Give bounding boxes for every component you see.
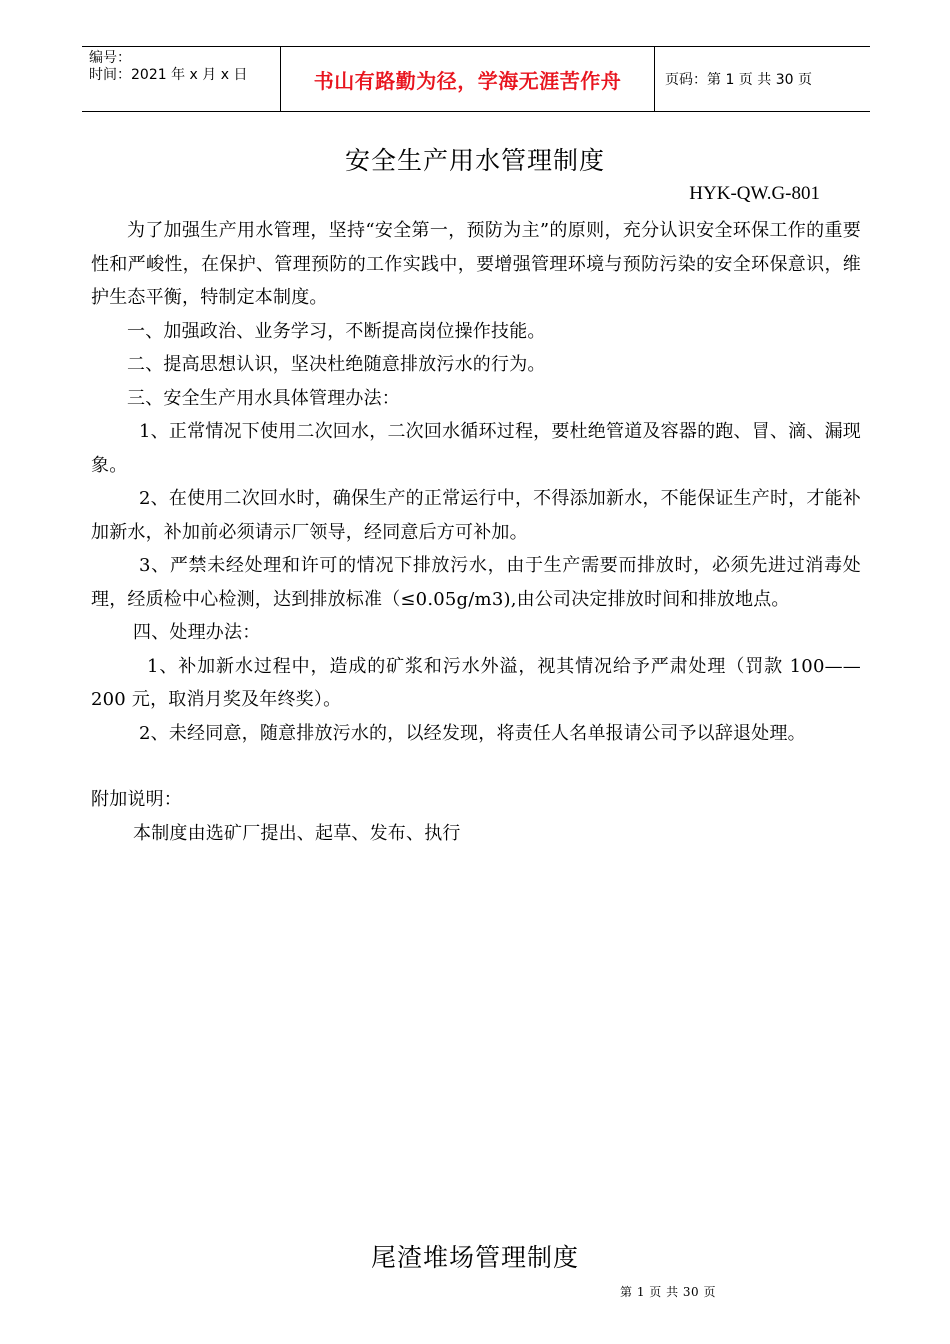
header-table (82, 46, 870, 112)
paragraph-sub-2: 2、在使用二次回水时，确保生产的正常运行中，不得添加新水，不能保证生产时，才能补加新水，补加前必须请示厂领导，经同意后方可补加。 (91, 488, 861, 543)
time-label: 时间：2021 年 x 月 x 日 (89, 67, 248, 83)
paragraph-item-1: 一、加强政治、业务学习，不断提高岗位操作技能。 (127, 320, 546, 342)
paragraph-item-2: 二、提高思想认识，坚决杜绝随意排放污水的行为。 (127, 354, 546, 375)
paragraph-sub-3: 3、严禁未经处理和许可的情况下排放污水，由于生产需要而排放时，必须先进过消毒处理，经质检中心检测，达到排放标准（≤0.05g/m3),由公司决定排放时间和排放地点。 (91, 555, 861, 610)
header-motto-cell (281, 47, 655, 111)
header-meta-cell (82, 47, 281, 111)
paragraph-sub-5: 2、未经同意，随意排放污水的，以经发现，将责任人名单报请公司予以辞退处理。 (139, 722, 806, 744)
paragraph-item-3: 三、安全生产用水具体管理办法： (127, 387, 400, 409)
motto-text: 书山有路勤为径，学海无涯苦作舟 (313, 68, 622, 93)
page-footer: 第 1 页 共 30 页 (620, 1285, 716, 1299)
page-label: 页码：第 1 页 共 30 页 (665, 72, 812, 88)
header-page-cell (655, 47, 870, 111)
paragraph-item-4: 四、处理办法： (133, 622, 261, 643)
appendix-label: 附加说明： (91, 789, 182, 810)
paragraph-sub-1: 1、正常情况下使用二次回水，二次回水循环过程，要杜绝管道及容器的跑、冒、滴、漏现象。 (91, 421, 861, 476)
document-body (91, 214, 861, 850)
number-label: 编号： (89, 50, 131, 66)
appendix-text: 本制度由选矿厂提出、起草、发布、执行 (133, 822, 461, 844)
paragraph-sub-4: 1、补加新水过程中，造成的矿浆和污水外溢，视其情况给予严肃处理（罚款 100——200 元，取消月奖及年终奖）。 (91, 655, 861, 710)
document-code: HYK-QW.G-801 (689, 183, 820, 204)
paragraph-intro: 为了加强生产用水管理，坚持“安全第一，预防为主”的原则，充分认识安全环保工作的重要性和严峻性，在保护、管理预防的工作实践中，要增强管理环境与预防污染的安全环保意识，维护生态平衡，特制定本制度。 (91, 220, 861, 308)
spacer (91, 750, 861, 783)
next-section-title: 尾渣堆场管理制度 (370, 1243, 579, 1272)
document-title: 安全生产用水管理制度 (344, 146, 605, 175)
